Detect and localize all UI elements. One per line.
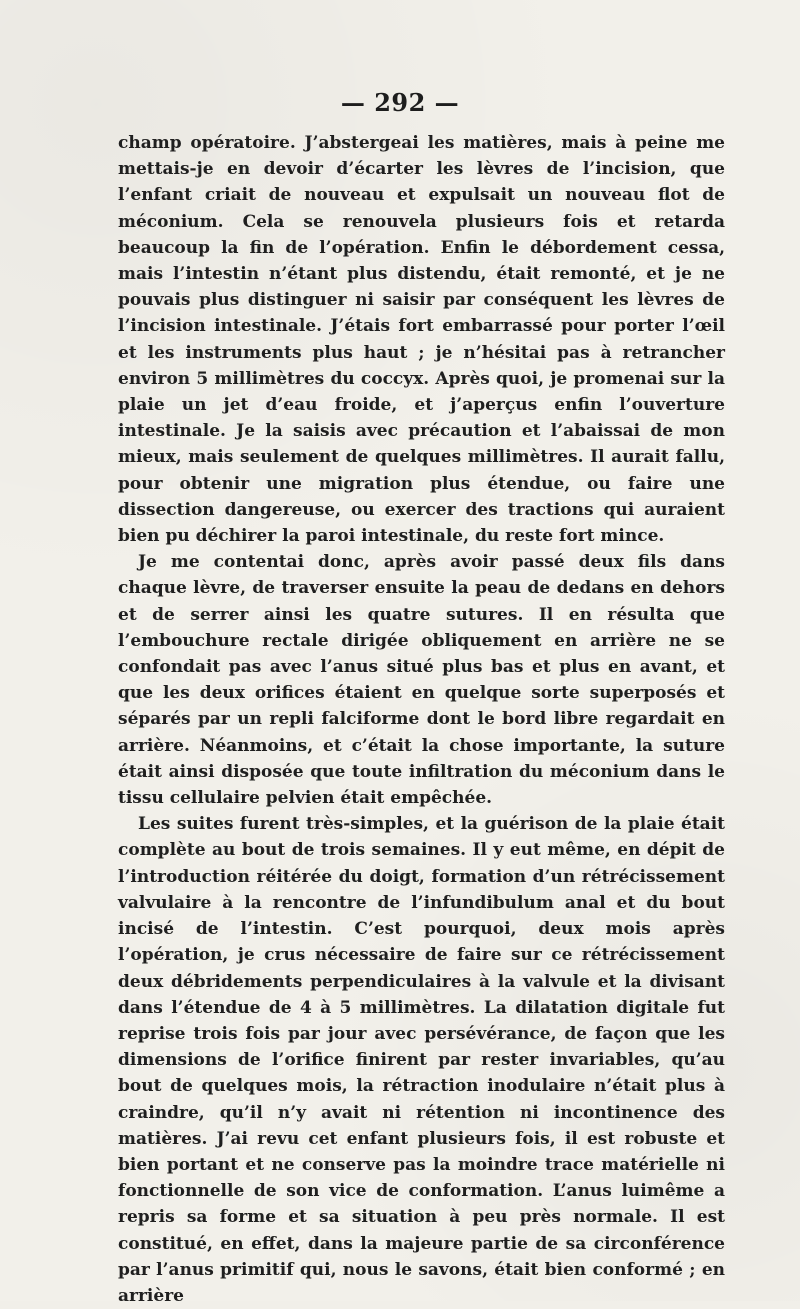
paragraph-1: champ opératoire. J’abstergeai les matières, mais à peine me mettais-je en devoir d’écarter les lèvres de l’incision, que l’enfant criait de nouveau et expulsait un nouveau flot de méconium. Cela se renouvela plusieurs fois et retarda beaucoup la fin de l’opération. Enfin le débordement cessa, mais l’intestin n’étant plus distendu, était remonté, et je ne pouvais plus distinguer ni saisir par conséquent les lèvres de l’incision intestinale. J’étais fort embarrassé pour porter l’œil et les instruments plus haut ; je n’hésitai pas à retrancher environ 5 millimètres du coccyx. Après quoi, je promenai sur la plaie un jet d’eau froide, et j’aperçus enfin l’ouverture intestinale. Je la saisis avec précaution et l’abaissai de mon mieux, mais seulement de quelques millimètres. Il aurait fallu, pour obtenir une migration plus étendue, ou faire une dissection dangereuse, ou exercer des tractions qui auraient bien pu déchirer la paroi intestinale, du reste fort mince. bbox=[118, 133, 725, 547]
body-text bbox=[118, 130, 725, 1309]
paragraph-2: Je me contentai donc, après avoir passé deux fils dans chaque lèvre, de traverser ensuite la peau de dedans en dehors et de serrer ainsi les quatre sutures. Il en résulta que l’embouchure rectale dirigée obliquement en arrière ne se confondait pas avec l’anus situé plus bas et plus en avant, et que les deux orifices étaient en quelque sorte superposés et séparés par un repli falciforme dont le bord libre regardait en arrière. Néanmoins, et c’était la chose importante, la suture était ainsi disposée que toute infiltration du méconium dans le tissu cellulaire pelvien était empêchée. bbox=[118, 552, 725, 809]
page-number: — 292 — bbox=[340, 88, 460, 117]
paragraph-3: Les suites furent très-simples, et la guérison de la plaie était complète au bout de trois semaines. Il y eut même, en dépit de l’introduction réitérée du doigt, formation d’un rétrécissement valvulaire à la rencontre de l’infundibulum anal et du bout incisé de l’intestin. C’est pourquoi, deux mois après l’opération, je crus nécessaire de faire sur ce rétrécissement deux débridements perpendiculaires à la valvule et la divisant dans l’étendue de 4 à 5 millimètres. La dilatation digitale fut reprise trois fois par jour avec persévérance, de façon que les dimensions de l’orifice finirent par rester invariables, qu’au bout de quelques mois, la rétraction inodulaire n’était plus à craindre, qu’il n’y avait ni rétention ni incontinence des matières. J’ai revu cet enfant plusieurs fois, il est robuste et bien portant et ne conserve pas la moindre trace matérielle ni fonctionnelle de son vice de conformation. L’anus luimême a repris sa forme et sa situation à peu près normale. Il est constitué, en effet, dans la majeure partie de sa circonférence par l’anus primitif qui, nous le savons, était bien conformé ; en arrière bbox=[118, 814, 725, 1306]
